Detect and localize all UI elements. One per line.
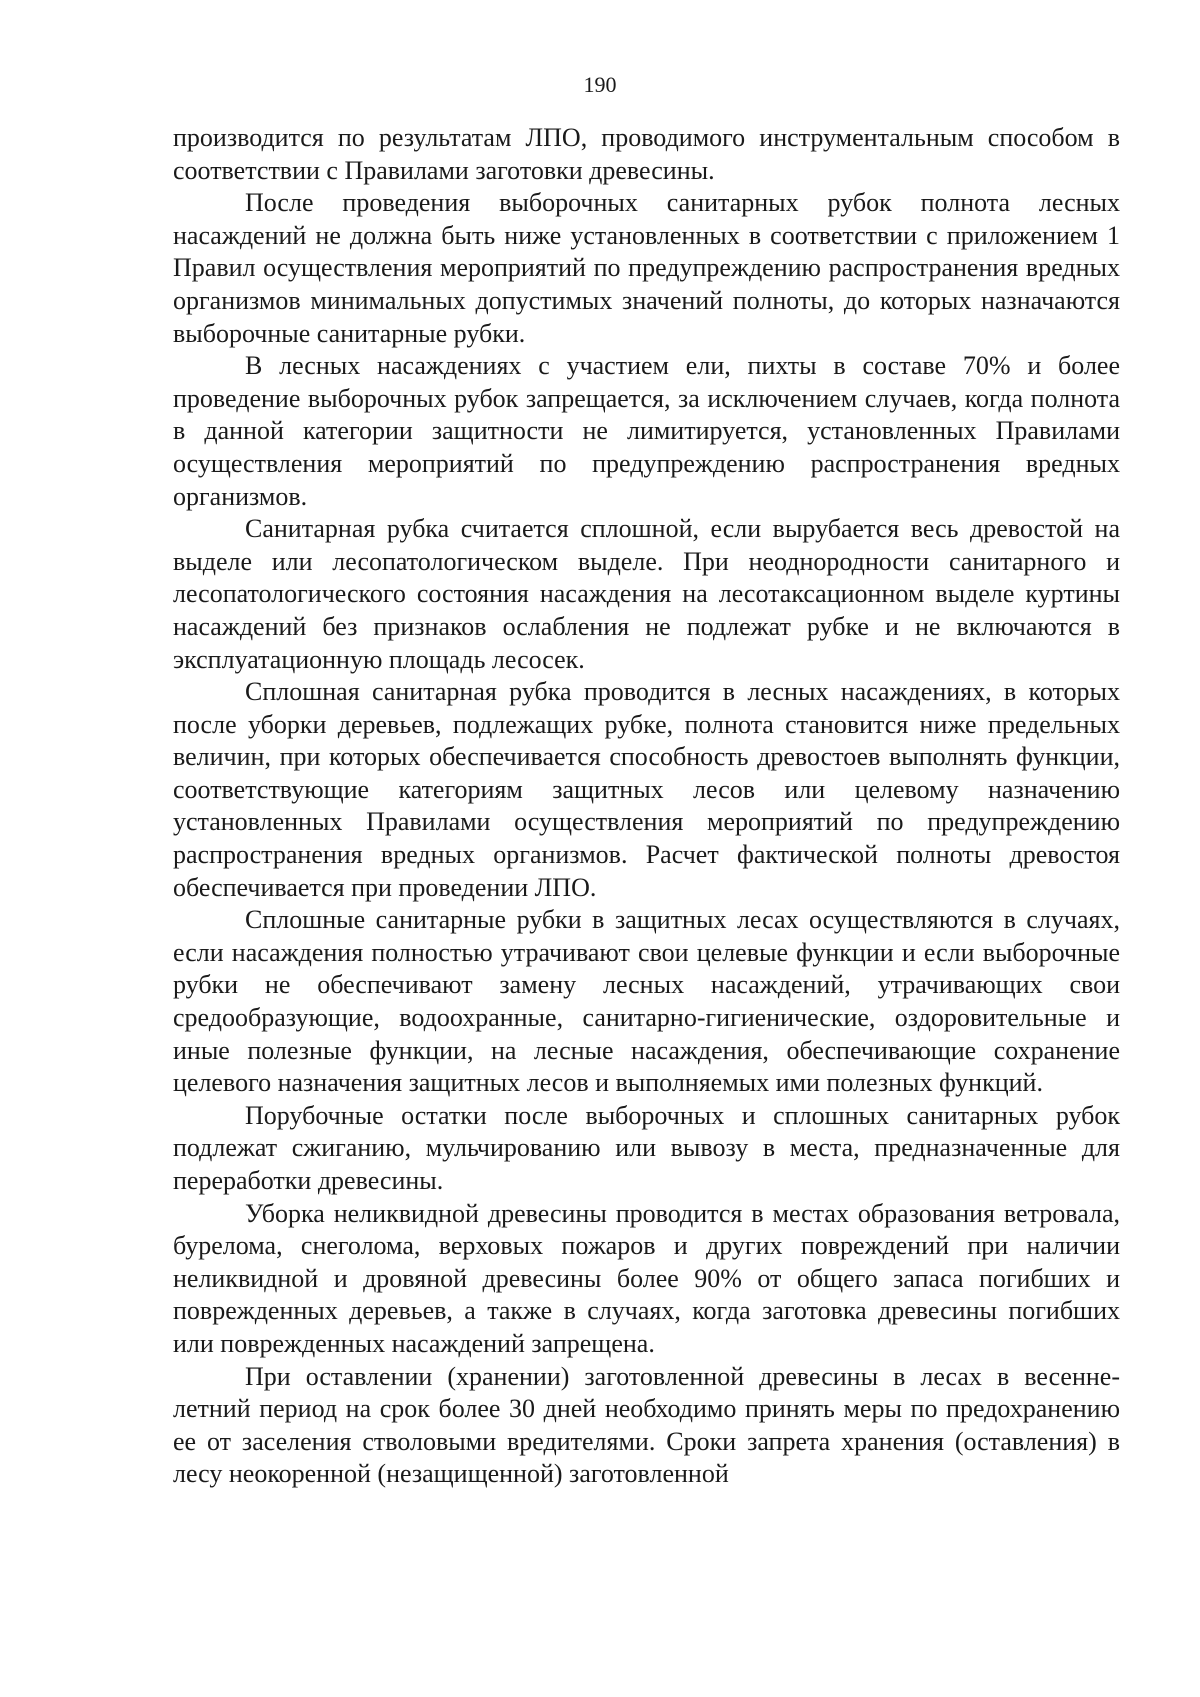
paragraph-wood-storage: При оставлении (хранении) заготовленной древесины в лесах в весенне-летний период на срок более 30 дней необходимо принять меры по предохранению ее от заселения стволовыми вредителями. Сроки запрета хранения (оставления) в лесу неокоренной (незащищенной) заготовленной bbox=[173, 1361, 1120, 1489]
document-body bbox=[173, 122, 1120, 1491]
paragraph-clear-sanitary-definition: Санитарная рубка считается сплошной, если вырубается весь древостой на выделе или лесопатологическом выделе. При неоднородности санитарного и лесопатологического состояния насаждения на лесотаксационном выделе куртины насаждений без признаков ослабления не подлежат рубке и не включаются в эксплуатационную площадь лесосек. bbox=[173, 514, 1120, 674]
paragraph-logging-residues: Порубочные остатки после выборочных и сплошных санитарных рубок подлежат сжиганию, мульчированию или вывозу в места, предназначенные для переработки древесины. bbox=[173, 1100, 1120, 1195]
page-number: 190 bbox=[583, 72, 617, 97]
paragraph-clear-sanitary-conditions: Сплошная санитарная рубка проводится в лесных насаждениях, в которых после уборки деревьев, подлежащих рубке, полнота становится ниже предельных величин, при которых обеспечивается способность древостоев выполнять функции, соответствующие категориям защитных лесов или целевому назначению установленных Правилами осуществления мероприятий по предупреждению распространения вредных организмов. Расчет фактической полноты древостоя обеспечивается при проведении ЛПО. bbox=[173, 677, 1120, 902]
paragraph-spruce-fir-restriction: В лесных насаждениях с участием ели, пихты в составе 70% и более проведение выборочных рубок запрещается, за исключением случаев, когда полнота в данной категории защитности не лимитируется, установленных Правилами осуществления мероприятий по предупреждению распространения вредных организмов. bbox=[173, 351, 1120, 511]
paragraph-selective-sanitary-density: После проведения выборочных санитарных рубок полнота лесных насаждений не должна быть ниже установленных в соответствии с приложением 1 Правил осуществления мероприятий по предупреждению распространения вредных организмов минимальных допустимых значений полноты, до которых назначаются выборочные санитарные рубки. bbox=[173, 188, 1120, 348]
paragraph-continued: производится по результатам ЛПО, проводимого инструментальным способом в соответствии с Правилами заготовки древесины. bbox=[173, 123, 1120, 185]
paragraph-non-merchantable-wood: Уборка неликвидной древесины проводится в местах образования ветровала, бурелома, снеголома, верховых пожаров и других повреждений при наличии неликвидной и дровяной древесины более 90% от общего запаса погибших и поврежденных деревьев, а также в случаях, когда заготовка древесины погибших или поврежденных насаждений запрещена. bbox=[173, 1198, 1120, 1358]
paragraph-protective-forests: Сплошные санитарные рубки в защитных лесах осуществляются в случаях, если насаждения полностью утрачивают свои целевые функции и если выборочные рубки не обеспечивают замену лесных насаждений, утрачивающих свои средообразующие, водоохранные, санитарно-гигиенические, оздоровительные и иные полезные функции, на лесные насаждения, обеспечивающие сохранение целевого назначения защитных лесов и выполняемых ими полезных функций. bbox=[173, 905, 1120, 1098]
